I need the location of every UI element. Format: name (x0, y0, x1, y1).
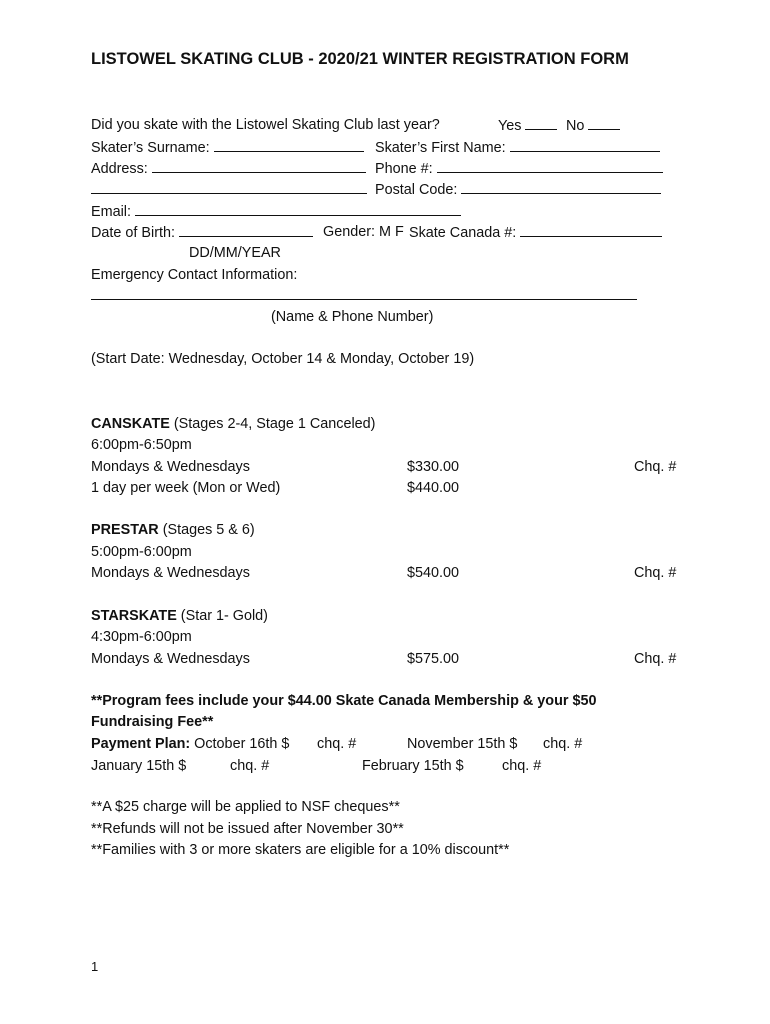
dob-format-hint: DD/MM/YEAR (189, 245, 281, 261)
canskate-row2-price: $440.00 (407, 480, 460, 496)
address-line2-field[interactable] (91, 180, 367, 199)
starskate-name: STARSKATE (91, 608, 177, 624)
address-label: Address: (91, 161, 148, 177)
email-label: Email: (91, 204, 131, 220)
prestar-name: PRESTAR (91, 522, 159, 538)
emergency-field[interactable] (91, 286, 637, 305)
note-refunds: **Refunds will not be issued after November 30** (91, 821, 404, 837)
payment-plan-label: Payment Plan: (91, 736, 191, 752)
payment-jan: January 15th $ (91, 758, 187, 774)
fees-note-line1: **Program fees include your $44.00 Skate Canada Membership & your $50 (91, 693, 597, 709)
starskate-chq[interactable]: Chq. # (634, 651, 677, 667)
first-name-blank[interactable] (510, 138, 660, 152)
payment-oct-label: October 16th $ (190, 736, 290, 752)
prestar-time: 5:00pm-6:00pm (91, 544, 192, 560)
canskate-row2-label: 1 day per week (Mon or Wed) (91, 480, 281, 496)
no-label: No (566, 118, 585, 134)
last-year-yes[interactable] (498, 116, 557, 135)
postal-code-label: Postal Code: (375, 182, 458, 198)
page-number: 1 (91, 959, 99, 974)
start-date: (Start Date: Wednesday, October 14 & Monday, October 19) (91, 351, 475, 367)
prestar-heading (91, 521, 255, 539)
last-year-question: Did you skate with the Listowel Skating Club last year? (91, 117, 440, 133)
prestar-row1-label: Mondays & Wednesdays (91, 565, 250, 581)
skate-canada-blank[interactable] (520, 223, 662, 237)
prestar-stages: (Stages 5 & 6) (158, 522, 255, 538)
email-field[interactable] (91, 202, 461, 221)
first-name-label: Skater’s First Name: (375, 140, 506, 156)
postal-code-blank[interactable] (461, 180, 661, 194)
note-nsf: **A $25 charge will be applied to NSF cheques** (91, 799, 400, 815)
first-name-field[interactable] (375, 138, 660, 157)
email-blank[interactable] (135, 202, 461, 216)
payment-feb: February 15th $ (362, 758, 464, 774)
canskate-name: CANSKATE (91, 416, 170, 432)
starskate-row1-price: $575.00 (407, 651, 460, 667)
skate-canada-label: Skate Canada #: (409, 225, 517, 241)
dob-label: Date of Birth: (91, 225, 175, 241)
yes-blank[interactable] (525, 116, 557, 130)
prestar-row1-price: $540.00 (407, 565, 460, 581)
dob-field[interactable] (91, 223, 313, 242)
emergency-blank[interactable] (91, 286, 637, 300)
last-year-no[interactable] (566, 116, 620, 135)
phone-label: Phone #: (375, 161, 433, 177)
starskate-stages: (Star 1- Gold) (176, 608, 268, 624)
address-line2-blank[interactable] (91, 180, 367, 194)
starskate-row1-label: Mondays & Wednesdays (91, 651, 250, 667)
surname-blank[interactable] (214, 138, 364, 152)
payment-oct-chq[interactable]: chq. # (317, 736, 357, 752)
phone-blank[interactable] (437, 159, 663, 173)
canskate-time: 6:00pm-6:50pm (91, 437, 192, 453)
payment-jan-chq[interactable]: chq. # (230, 758, 270, 774)
dob-blank[interactable] (179, 223, 313, 237)
surname-label: Skater’s Surname: (91, 140, 210, 156)
canskate-heading (91, 415, 375, 433)
no-blank[interactable] (588, 116, 620, 130)
address-blank[interactable] (152, 159, 366, 173)
canskate-row1-price: $330.00 (407, 459, 460, 475)
payment-nov-chq[interactable]: chq. # (543, 736, 583, 752)
form-title: LISTOWEL SKATING CLUB - 2020/21 WINTER REGISTRATION FORM (91, 50, 629, 68)
surname-field[interactable] (91, 138, 364, 157)
starskate-time: 4:30pm-6:00pm (91, 629, 192, 645)
canskate-stages: (Stages 2-4, Stage 1 Canceled) (169, 416, 376, 432)
starskate-heading (91, 607, 268, 625)
postal-code-field[interactable] (375, 180, 661, 199)
canskate-row1-label: Mondays & Wednesdays (91, 459, 250, 475)
note-family-discount: **Families with 3 or more skaters are eligible for a 10% discount** (91, 842, 510, 858)
canskate-chq[interactable]: Chq. # (634, 459, 677, 475)
gender-field[interactable]: Gender: M F (323, 224, 404, 240)
yes-label: Yes (498, 118, 522, 134)
payment-feb-chq[interactable]: chq. # (502, 758, 542, 774)
skate-canada-field[interactable] (409, 223, 662, 242)
payment-nov: November 15th $ (407, 736, 518, 752)
address-field[interactable] (91, 159, 366, 178)
name-phone-hint: (Name & Phone Number) (271, 309, 434, 325)
phone-field[interactable] (375, 159, 663, 178)
emergency-label: Emergency Contact Information: (91, 267, 298, 283)
prestar-chq[interactable]: Chq. # (634, 565, 677, 581)
payment-oct (91, 735, 289, 753)
fees-note-line2: Fundraising Fee** (91, 714, 214, 730)
